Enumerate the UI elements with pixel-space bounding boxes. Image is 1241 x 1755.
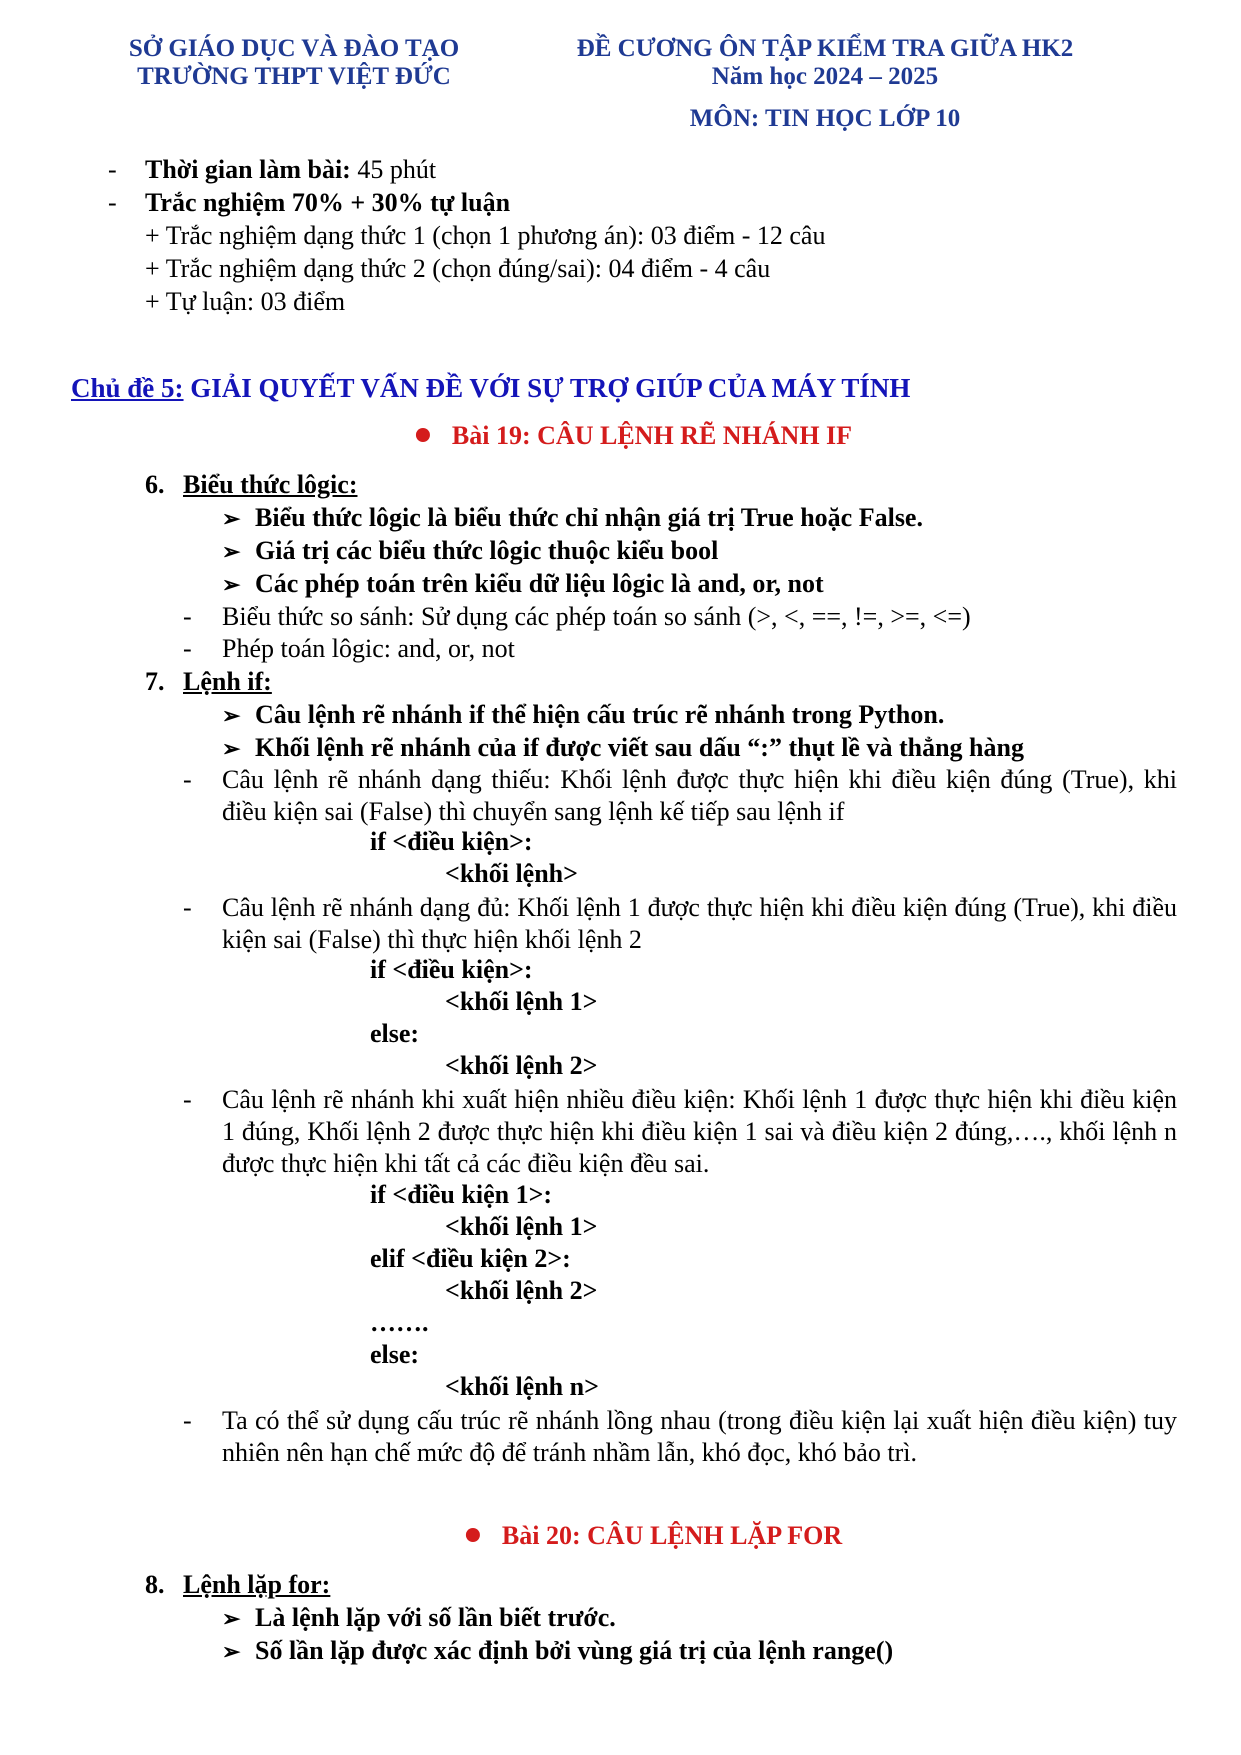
section-number: 8. — [145, 1570, 165, 1599]
format-item: + Trắc nghiệm dạng thức 2 (chọn đúng/sai): 04 điểm - 4 câu — [145, 254, 771, 283]
section-number: 7. — [145, 667, 165, 696]
exam-format: Trắc nghiệm 70% + 30% tự luận — [145, 188, 511, 217]
code-line: else: — [370, 1019, 420, 1048]
dash-marker: - — [183, 1406, 192, 1435]
code-line: else: — [370, 1340, 420, 1369]
section-number: 6. — [145, 470, 165, 499]
code-line: <khối lệnh n> — [445, 1372, 599, 1401]
subject-title: MÔN: TIN HỌC LỚP 10 — [689, 105, 961, 132]
code-line: <khối lệnh> — [445, 859, 578, 888]
dash-paragraph: Câu lệnh rẽ nhánh dạng đủ: Khối lệnh 1 được thực hiện khi điều kiện đúng (True), khi điều kiện sai (False) thì thực hiện khối lệnh 2 — [222, 893, 1177, 954]
format-item: + Trắc nghiệm dạng thức 1 (chọn 1 phương án): 03 điểm - 12 câu — [145, 221, 826, 250]
exam-time-label: Thời gian làm bài: — [145, 155, 351, 184]
bullet-icon — [416, 428, 430, 442]
arrow-item-text: Khối lệnh rẽ nhánh của if được viết sau dấu “:” thụt lề và thẳng hàng — [255, 733, 1024, 762]
arrow-item-text: Số lần lặp được xác định bởi vùng giá trị của lệnh range() — [255, 1636, 894, 1665]
exam-time-value: 45 phút — [350, 155, 437, 184]
topic-heading — [71, 372, 910, 404]
bullet-icon — [466, 1528, 480, 1542]
arrow-item — [222, 733, 1024, 764]
arrow-item — [222, 569, 824, 600]
lesson-title-text: Bài 19: CÂU LỆNH RẼ NHÁNH IF — [451, 421, 853, 450]
dash-item: Phép toán lôgic: and, or, not — [222, 634, 515, 663]
arrow-icon: ➢ — [222, 572, 241, 597]
lesson-title-text: Bài 20: CÂU LỆNH LẶP FOR — [501, 1521, 843, 1550]
section-7-title: Lệnh if: — [183, 667, 272, 696]
code-line: <khối lệnh 2> — [445, 1051, 598, 1080]
exam-time — [145, 155, 436, 185]
dash-item: Biểu thức so sánh: Sử dụng các phép toán so sánh (>, <, ==, !=, >=, <=) — [222, 602, 971, 631]
arrow-item-text: Biểu thức lôgic là biểu thức chỉ nhận giá trị True hoặc False. — [255, 503, 923, 532]
school-year: Năm học 2024 – 2025 — [711, 63, 939, 90]
arrow-item-text: Câu lệnh rẽ nhánh if thể hiện cấu trúc rẽ nhánh trong Python. — [255, 700, 945, 729]
dash-marker: - — [108, 155, 117, 184]
dash-marker: - — [183, 602, 192, 631]
arrow-item — [222, 503, 923, 534]
code-line: if <điều kiện>: — [370, 827, 533, 856]
arrow-icon: ➢ — [222, 1639, 241, 1664]
arrow-icon: ➢ — [222, 703, 241, 728]
topic-title: GIẢI QUYẾT VẤN ĐỀ VỚI SỰ TRỢ GIÚP CỦA MÁY TÍNH — [183, 373, 911, 403]
arrow-item-text: Giá trị các biểu thức lôgic thuộc kiểu bool — [255, 536, 719, 565]
code-line: <khối lệnh 1> — [445, 1212, 598, 1241]
code-line: if <điều kiện>: — [370, 955, 533, 984]
arrow-icon: ➢ — [222, 539, 241, 564]
document-title: ĐỀ CƯƠNG ÔN TẬP KIỂM TRA GIỮA HK2 — [576, 35, 1074, 62]
arrow-item-text: Là lệnh lặp với số lần biết trước. — [255, 1603, 616, 1632]
arrow-item — [222, 700, 944, 731]
code-line: <khối lệnh 1> — [445, 987, 598, 1016]
dash-paragraph: Ta có thể sử dụng cấu trúc rẽ nhánh lồng nhau (trong điều kiện lại xuất hiện điều kiện) tuy nhiên nên hạn chế mức độ để tránh nhầm lẫn, khó đọc, khó bảo trì. — [222, 1406, 1177, 1467]
lesson-20-title — [466, 1520, 842, 1552]
lesson-19-title — [416, 420, 852, 452]
dash-paragraph: Câu lệnh rẽ nhánh dạng thiếu: Khối lệnh được thực hiện khi điều kiện đúng (True), khi điều kiện sai (False) thì chuyển sang lệnh kế tiếp sau lệnh if — [222, 765, 1177, 826]
dash-marker: - — [183, 1085, 192, 1114]
dash-paragraph: Câu lệnh rẽ nhánh khi xuất hiện nhiều điều kiện: Khối lệnh 1 được thực hiện khi điều kiện 1 đúng, Khối lệnh 2 được thực hiện khi điều kiện 1 sai và điều kiện 2 đúng,…., khối lệnh n được thực hiện khi tất cả các điều kiện đều sai. — [222, 1085, 1177, 1178]
arrow-icon: ➢ — [222, 736, 241, 761]
code-line: ……. — [370, 1308, 429, 1337]
section-8-title: Lệnh lặp for: — [183, 1570, 331, 1599]
arrow-icon: ➢ — [222, 1606, 241, 1631]
department-name: SỞ GIÁO DỤC VÀ ĐÀO TẠO — [128, 35, 460, 62]
arrow-item-text: Các phép toán trên kiểu dữ liệu lôgic là and, or, not — [255, 569, 824, 598]
arrow-item — [222, 536, 718, 567]
arrow-item — [222, 1603, 616, 1634]
dash-marker: - — [108, 188, 117, 217]
arrow-icon: ➢ — [222, 506, 241, 531]
dash-marker: - — [183, 765, 192, 794]
topic-label: Chủ đề 5: — [71, 373, 184, 403]
code-line: if <điều kiện 1>: — [370, 1180, 553, 1209]
dash-marker: - — [183, 893, 192, 922]
code-line: elif <điều kiện 2>: — [370, 1244, 571, 1273]
dash-marker: - — [183, 634, 192, 663]
format-item: + Tự luận: 03 điểm — [145, 287, 346, 316]
code-line: <khối lệnh 2> — [445, 1276, 598, 1305]
school-name: TRƯỜNG THPT VIỆT ĐỨC — [137, 63, 451, 90]
section-6-title: Biểu thức lôgic: — [183, 470, 358, 499]
arrow-item — [222, 1636, 893, 1667]
